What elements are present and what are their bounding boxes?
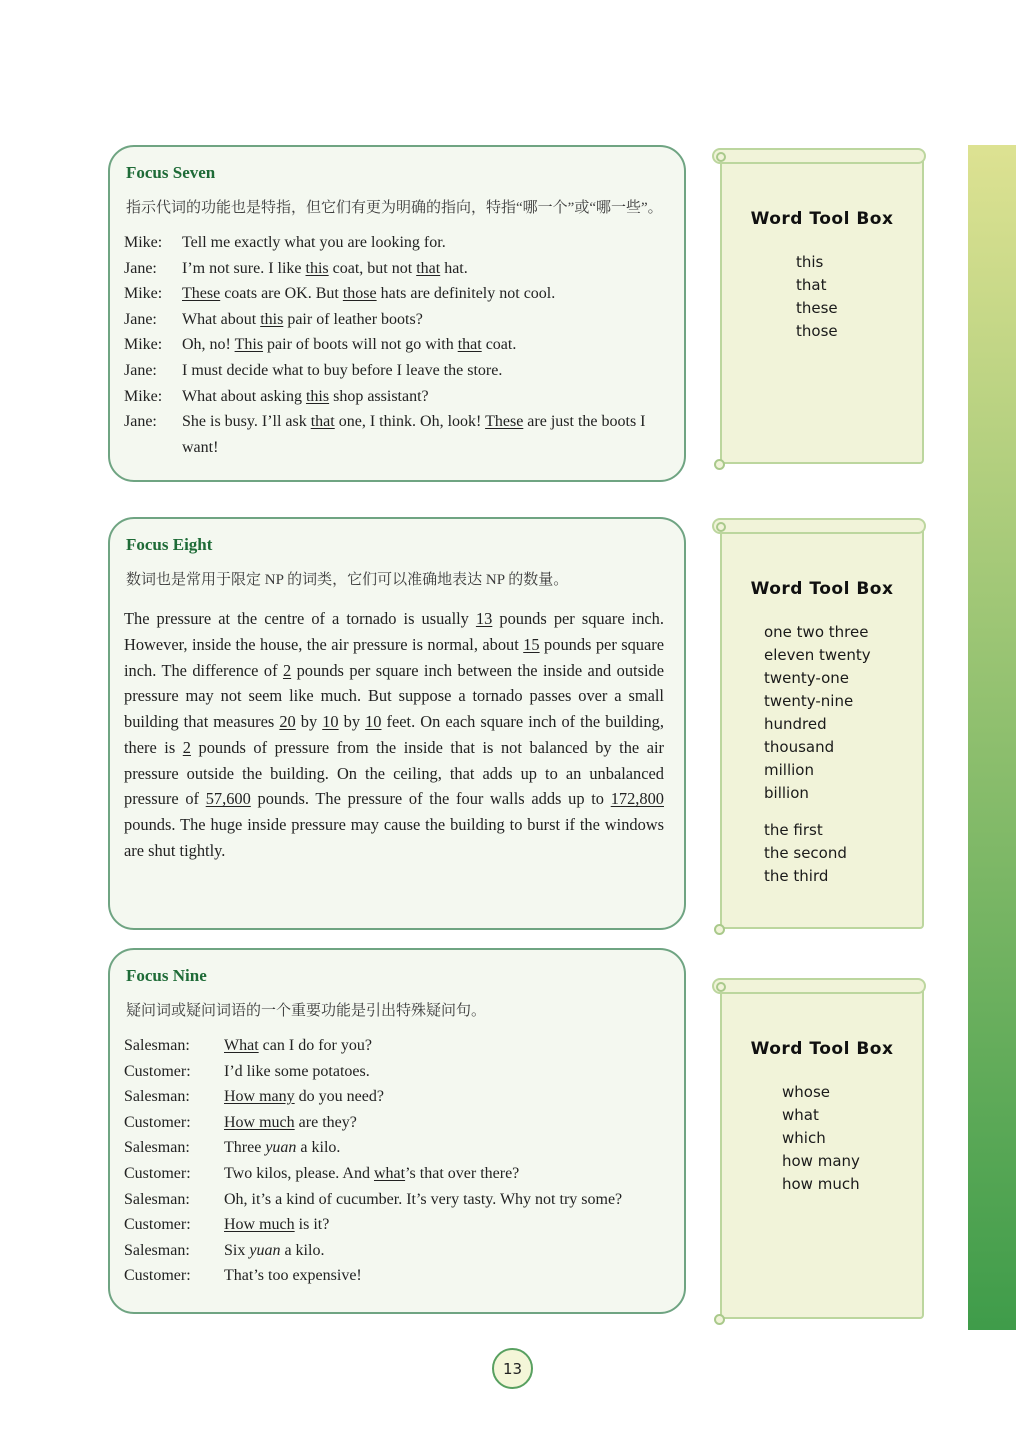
word-tool-box-title: Word Tool Box	[750, 1039, 894, 1059]
word-item: twenty-one	[764, 669, 849, 687]
speaker-label: Jane:	[124, 259, 157, 277]
word-item: these	[796, 299, 838, 317]
dialogue-line	[124, 1187, 664, 1213]
dialogue-text: How much is it?	[224, 1216, 330, 1234]
focus-nine-intro: 疑问词或疑问词语的一个重要功能是引出特殊疑问句。	[126, 1003, 487, 1019]
dialogue-text: Oh, no! This pair of boots will not go with that coat.	[182, 336, 517, 354]
dialogue-text: Two kilos, please. And what’s that over there?	[224, 1164, 520, 1182]
speaker-label: Salesman:	[124, 1088, 190, 1106]
scroll-curl-icon	[714, 459, 725, 470]
speaker-label: Customer:	[124, 1062, 191, 1080]
dialogue-text: What about asking this shop assistant?	[182, 387, 429, 405]
dialogue-line	[124, 1059, 664, 1085]
speaker-label: Customer:	[124, 1267, 191, 1285]
dialogue-line	[124, 230, 664, 256]
scroll-curl-icon	[716, 522, 726, 532]
speaker-label: Customer:	[124, 1216, 191, 1234]
dialogue-text: Oh, it’s a kind of cucumber. It’s very tasty. Why not try some?	[224, 1190, 623, 1208]
dialogue-text: I’d like some potatoes.	[224, 1062, 370, 1080]
word-item: eleven twenty	[764, 646, 871, 664]
speaker-label: Salesman:	[124, 1037, 190, 1054]
word-list	[782, 1081, 922, 1196]
dialogue-text: How much are they?	[224, 1113, 357, 1131]
word-item: those	[796, 322, 838, 340]
focus-eight-intro: 数词也是常用于限定 NP 的词类，它们可以准确地表达 NP 的数量。	[126, 572, 569, 588]
word-item: what	[782, 1106, 819, 1124]
word-item: twenty-nine	[764, 692, 854, 710]
focus-eight-title: Focus Eight	[126, 535, 213, 554]
dialogue-text: Tell me exactly what you are looking for.	[182, 234, 446, 251]
word-tool-box-2	[712, 518, 926, 935]
scroll-curl-icon	[714, 1314, 725, 1325]
word-tool-box-title: Word Tool Box	[750, 209, 894, 229]
word-item: whose	[782, 1083, 830, 1101]
scroll-paper	[720, 157, 924, 464]
word-item: one two three	[764, 623, 869, 641]
focus-seven-title: Focus Seven	[126, 163, 216, 182]
dialogue-line	[124, 1135, 664, 1161]
focus-nine-box	[108, 948, 686, 1314]
word-item: billion	[764, 784, 809, 802]
speaker-label: Mike:	[124, 285, 163, 303]
dialogue-text: She is busy. I’ll ask that one, I think. Oh, look! These are just the boots I want!	[182, 413, 646, 456]
dialogue-line	[124, 1263, 664, 1289]
word-item: how much	[782, 1175, 860, 1193]
word-item: the third	[764, 867, 829, 885]
speaker-label: Salesman:	[124, 1139, 190, 1157]
focus-eight-box	[108, 517, 686, 930]
word-tool-box-1	[712, 148, 926, 470]
dialogue-text: Six yuan a kilo.	[224, 1241, 325, 1259]
focus-nine-dialogue	[124, 1033, 664, 1289]
dialogue-text: What about this pair of leather boots?	[182, 310, 423, 328]
dialogue-line	[124, 1084, 664, 1110]
dialogue-text: These coats are OK. But those hats are definitely not cool.	[182, 285, 556, 303]
dialogue-text: What can I do for you?	[224, 1037, 372, 1054]
word-item: this	[796, 253, 824, 271]
dialogue-line	[124, 1033, 664, 1059]
scroll-curl-icon	[716, 982, 726, 992]
word-item: hundred	[764, 715, 827, 733]
focus-seven-dialogue	[124, 230, 664, 460]
word-item: the second	[764, 844, 847, 862]
speaker-label: Customer:	[124, 1113, 191, 1131]
speaker-label: Mike:	[124, 234, 163, 251]
dialogue-line	[124, 384, 664, 410]
word-list	[796, 251, 922, 343]
speaker-label: Mike:	[124, 336, 163, 354]
dialogue-line	[124, 1110, 664, 1136]
dialogue-text: I must decide what to buy before I leave the store.	[182, 361, 503, 379]
word-item: how many	[782, 1152, 860, 1170]
word-list	[764, 621, 922, 888]
focus-eight-paragraph: The pressure at the centre of a tornado is usually 13 pounds per square inch. However, inside the house, the air pressure is normal, about 15 pounds per square inch. The difference of 2 pounds per square inch between the inside and outside pressure may not seem like much. But suppose a tornado passes over a small building that measures 20 by 10 by 10 feet. On each square inch of the building, there is 2 pounds of pressure from the inside that is not balanced by the air pressure outside the building. On the ceiling, that adds up to an unbalanced pressure of 57,600 pounds. The pressure of the four walls adds up to 172,800 pounds. The huge inside pressure may cause the building to burst if the windows are shut tightly.	[124, 609, 664, 860]
scroll-paper	[720, 987, 924, 1319]
focus-seven-box	[108, 145, 686, 482]
word-item: thousand	[764, 738, 835, 756]
page-number-badge	[492, 1348, 533, 1389]
scroll-curl-icon	[714, 924, 725, 935]
dialogue-line	[124, 1238, 664, 1264]
focus-nine-title: Focus Nine	[126, 966, 207, 985]
speaker-label: Salesman:	[124, 1190, 190, 1208]
speaker-label: Jane:	[124, 413, 157, 431]
dialogue-line	[124, 281, 664, 307]
word-item: the first	[764, 821, 823, 839]
dialogue-text: How many do you need?	[224, 1088, 384, 1106]
scroll-top-roll	[712, 978, 926, 994]
word-item: that	[796, 276, 827, 294]
speaker-label: Salesman:	[124, 1241, 190, 1259]
word-tool-box-3	[712, 978, 926, 1325]
dialogue-line	[124, 409, 664, 460]
page-number: 13	[502, 1359, 523, 1378]
focus-seven-intro: 指示代词的功能也是特指，但它们有更为明确的指向，特指“哪一个”或“哪一些”。	[126, 200, 663, 216]
word-item: which	[782, 1129, 826, 1147]
speaker-label: Jane:	[124, 361, 157, 379]
word-tool-box-title: Word Tool Box	[750, 579, 894, 599]
dialogue-text: I’m not sure. I like this coat, but not that hat.	[182, 259, 468, 277]
dialogue-text: Three yuan a kilo.	[224, 1139, 341, 1157]
dialogue-text: That’s too expensive!	[224, 1267, 362, 1285]
dialogue-line	[124, 256, 664, 282]
dialogue-line	[124, 358, 664, 384]
scroll-curl-icon	[716, 152, 726, 162]
speaker-label: Mike:	[124, 387, 163, 405]
speaker-label: Jane:	[124, 310, 157, 328]
dialogue-line	[124, 332, 664, 358]
scroll-top-roll	[712, 518, 926, 534]
word-item: million	[764, 761, 814, 779]
speaker-label: Customer:	[124, 1164, 191, 1182]
word-list-gap	[764, 805, 922, 819]
dialogue-line	[124, 307, 664, 333]
page-edge-gradient-bar	[968, 145, 1016, 1330]
dialogue-line	[124, 1161, 664, 1187]
scroll-paper	[720, 527, 924, 929]
scroll-top-roll	[712, 148, 926, 164]
dialogue-line	[124, 1212, 664, 1238]
